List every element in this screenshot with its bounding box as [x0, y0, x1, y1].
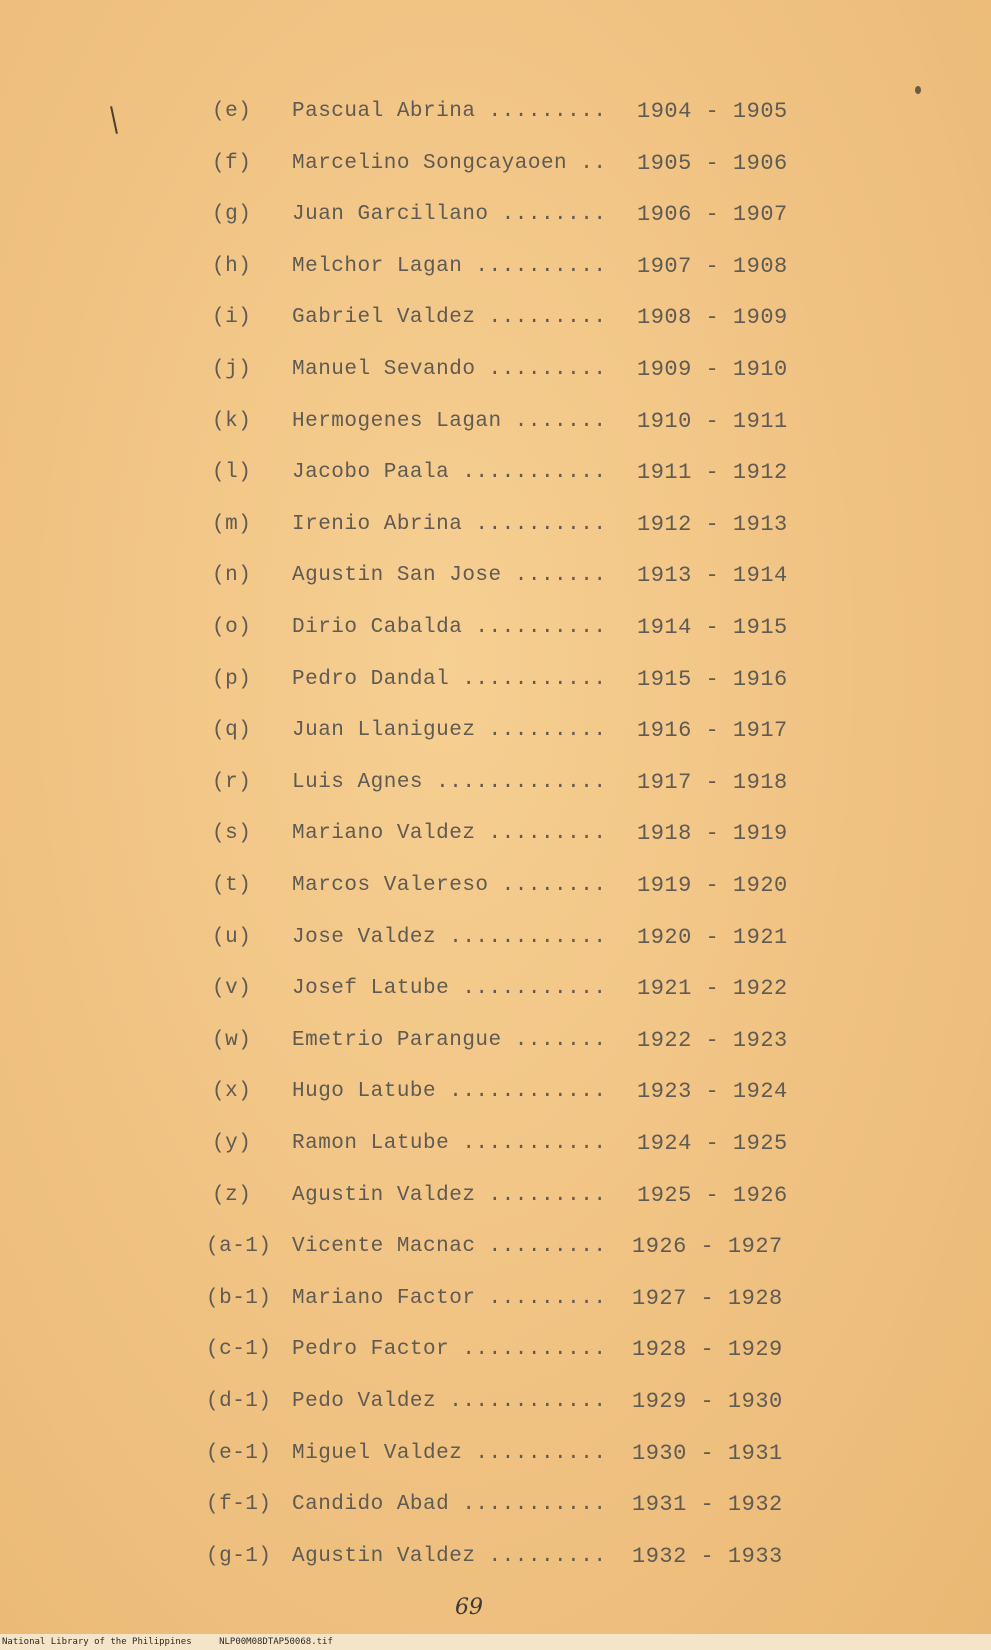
official-name: Vicente Macnac .........: [292, 1234, 607, 1258]
item-index: (n): [212, 563, 252, 587]
list-item: [212, 406, 788, 436]
list-item: [212, 767, 788, 797]
list-item: [212, 818, 788, 848]
official-name: Emetrio Parangue .......: [292, 1028, 607, 1052]
item-index: (i): [212, 305, 252, 329]
term-years: 1908 - 1909: [637, 304, 788, 330]
list-item: [206, 1283, 783, 1313]
official-name: Josef Latube ...........: [292, 976, 607, 1000]
item-index: (m): [212, 512, 252, 536]
official-name: Candido Abad ...........: [292, 1492, 607, 1516]
list-item: [212, 664, 788, 694]
item-index: (c-1): [206, 1337, 272, 1361]
item-index: (y): [212, 1131, 252, 1155]
item-index: (l): [212, 460, 252, 484]
term-years: 1919 - 1920: [637, 872, 788, 898]
term-years: 1907 - 1908: [637, 253, 788, 279]
item-index: (o): [212, 615, 252, 639]
item-index: (v): [212, 976, 252, 1000]
official-name: Agustin Valdez .........: [292, 1544, 607, 1568]
term-years: 1912 - 1913: [637, 511, 788, 537]
term-years: 1913 - 1914: [637, 562, 788, 588]
list-item: [212, 1180, 788, 1210]
term-years: 1920 - 1921: [637, 924, 788, 950]
term-years: 1925 - 1926: [637, 1182, 788, 1208]
official-name: Agustin San Jose .......: [292, 563, 607, 587]
item-index: (k): [212, 409, 252, 433]
item-index: (h): [212, 254, 252, 278]
list-item: [212, 1128, 788, 1158]
official-name: Jose Valdez ............: [292, 925, 607, 949]
official-name: Pedo Valdez ............: [292, 1389, 607, 1413]
list-item: [212, 1025, 788, 1055]
item-index: (b-1): [206, 1286, 272, 1310]
list-item: [212, 457, 788, 487]
item-index: (e): [212, 99, 252, 123]
official-name: Melchor Lagan ..........: [292, 254, 607, 278]
list-item: [212, 870, 788, 900]
term-years: 1915 - 1916: [637, 666, 788, 692]
list-item: [206, 1386, 783, 1416]
term-years: 1932 - 1933: [632, 1543, 783, 1569]
item-index: (s): [212, 821, 252, 845]
list-item: [212, 251, 788, 281]
official-name: Pascual Abrina .........: [292, 99, 607, 123]
official-name: Agustin Valdez .........: [292, 1183, 607, 1207]
official-name: Irenio Abrina ..........: [292, 512, 607, 536]
list-item: [206, 1334, 783, 1364]
list-item: [212, 96, 788, 126]
scan-footer: [0, 1634, 991, 1650]
official-name: Gabriel Valdez .........: [292, 305, 607, 329]
term-years: 1909 - 1910: [637, 356, 788, 382]
item-index: (f-1): [206, 1492, 272, 1516]
list-item: [212, 973, 788, 1003]
item-index: (e-1): [206, 1441, 272, 1465]
item-index: (u): [212, 925, 252, 949]
official-name: Marcelino Songcayaoen ..: [292, 151, 607, 175]
ink-speck: [915, 86, 921, 94]
list-item: [212, 1076, 788, 1106]
item-index: (t): [212, 873, 252, 897]
list-item: [206, 1231, 783, 1261]
term-years: 1914 - 1915: [637, 614, 788, 640]
item-index: (z): [212, 1183, 252, 1207]
official-name: Luis Agnes .............: [292, 770, 607, 794]
item-index: (x): [212, 1079, 252, 1103]
official-name: Pedro Dandal ...........: [292, 667, 607, 691]
item-index: (f): [212, 151, 252, 175]
list-item: [206, 1541, 783, 1571]
footer-filename: NLP00M08DTAP50068.tif: [219, 1637, 333, 1647]
term-years: 1904 - 1905: [637, 98, 788, 124]
item-index: (d-1): [206, 1389, 272, 1413]
item-index: (j): [212, 357, 252, 381]
list-item: [206, 1438, 783, 1468]
list-item: [212, 715, 788, 745]
item-index: (p): [212, 667, 252, 691]
official-name: Manuel Sevando .........: [292, 357, 607, 381]
term-years: 1924 - 1925: [637, 1130, 788, 1156]
term-years: 1910 - 1911: [637, 408, 788, 434]
official-name: Marcos Valereso ........: [292, 873, 607, 897]
official-name: Hermogenes Lagan .......: [292, 409, 607, 433]
term-years: 1906 - 1907: [637, 201, 788, 227]
item-index: (r): [212, 770, 252, 794]
term-years: 1929 - 1930: [632, 1388, 783, 1414]
footer-library: National Library of the Philippines: [2, 1637, 192, 1647]
term-years: 1922 - 1923: [637, 1027, 788, 1053]
term-years: 1923 - 1924: [637, 1078, 788, 1104]
list-item: [212, 560, 788, 590]
official-name: Hugo Latube ............: [292, 1079, 607, 1103]
term-years: 1916 - 1917: [637, 717, 788, 743]
official-name: Juan Garcillano ........: [292, 202, 607, 226]
term-years: 1927 - 1928: [632, 1285, 783, 1311]
item-index: (w): [212, 1028, 252, 1052]
list-item: [212, 148, 788, 178]
official-name: Jacobo Paala ...........: [292, 460, 607, 484]
item-index: (q): [212, 718, 252, 742]
list-item: [212, 922, 788, 952]
term-years: 1931 - 1932: [632, 1491, 783, 1517]
term-years: 1930 - 1931: [632, 1440, 783, 1466]
official-name: Ramon Latube ...........: [292, 1131, 607, 1155]
term-years: 1926 - 1927: [632, 1233, 783, 1259]
term-years: 1917 - 1918: [637, 769, 788, 795]
item-index: (a-1): [206, 1234, 272, 1258]
list-item: [212, 509, 788, 539]
term-years: 1918 - 1919: [637, 820, 788, 846]
list-item: [206, 1489, 783, 1519]
official-name: Mariano Factor .........: [292, 1286, 607, 1310]
term-years: 1905 - 1906: [637, 150, 788, 176]
item-index: (g-1): [206, 1544, 272, 1568]
official-name: Pedro Factor ...........: [292, 1337, 607, 1361]
list-item: [212, 199, 788, 229]
item-index: (g): [212, 202, 252, 226]
official-name: Juan Llaniguez .........: [292, 718, 607, 742]
page-number: 69: [455, 1595, 483, 1620]
official-name: Dirio Cabalda ..........: [292, 615, 607, 639]
term-years: 1928 - 1929: [632, 1336, 783, 1362]
term-years: 1921 - 1922: [637, 975, 788, 1001]
margin-mark: [110, 106, 118, 134]
official-name: Mariano Valdez .........: [292, 821, 607, 845]
list-item: [212, 302, 788, 332]
list-item: [212, 612, 788, 642]
term-years: 1911 - 1912: [637, 459, 788, 485]
official-name: Miguel Valdez ..........: [292, 1441, 607, 1465]
list-item: [212, 354, 788, 384]
